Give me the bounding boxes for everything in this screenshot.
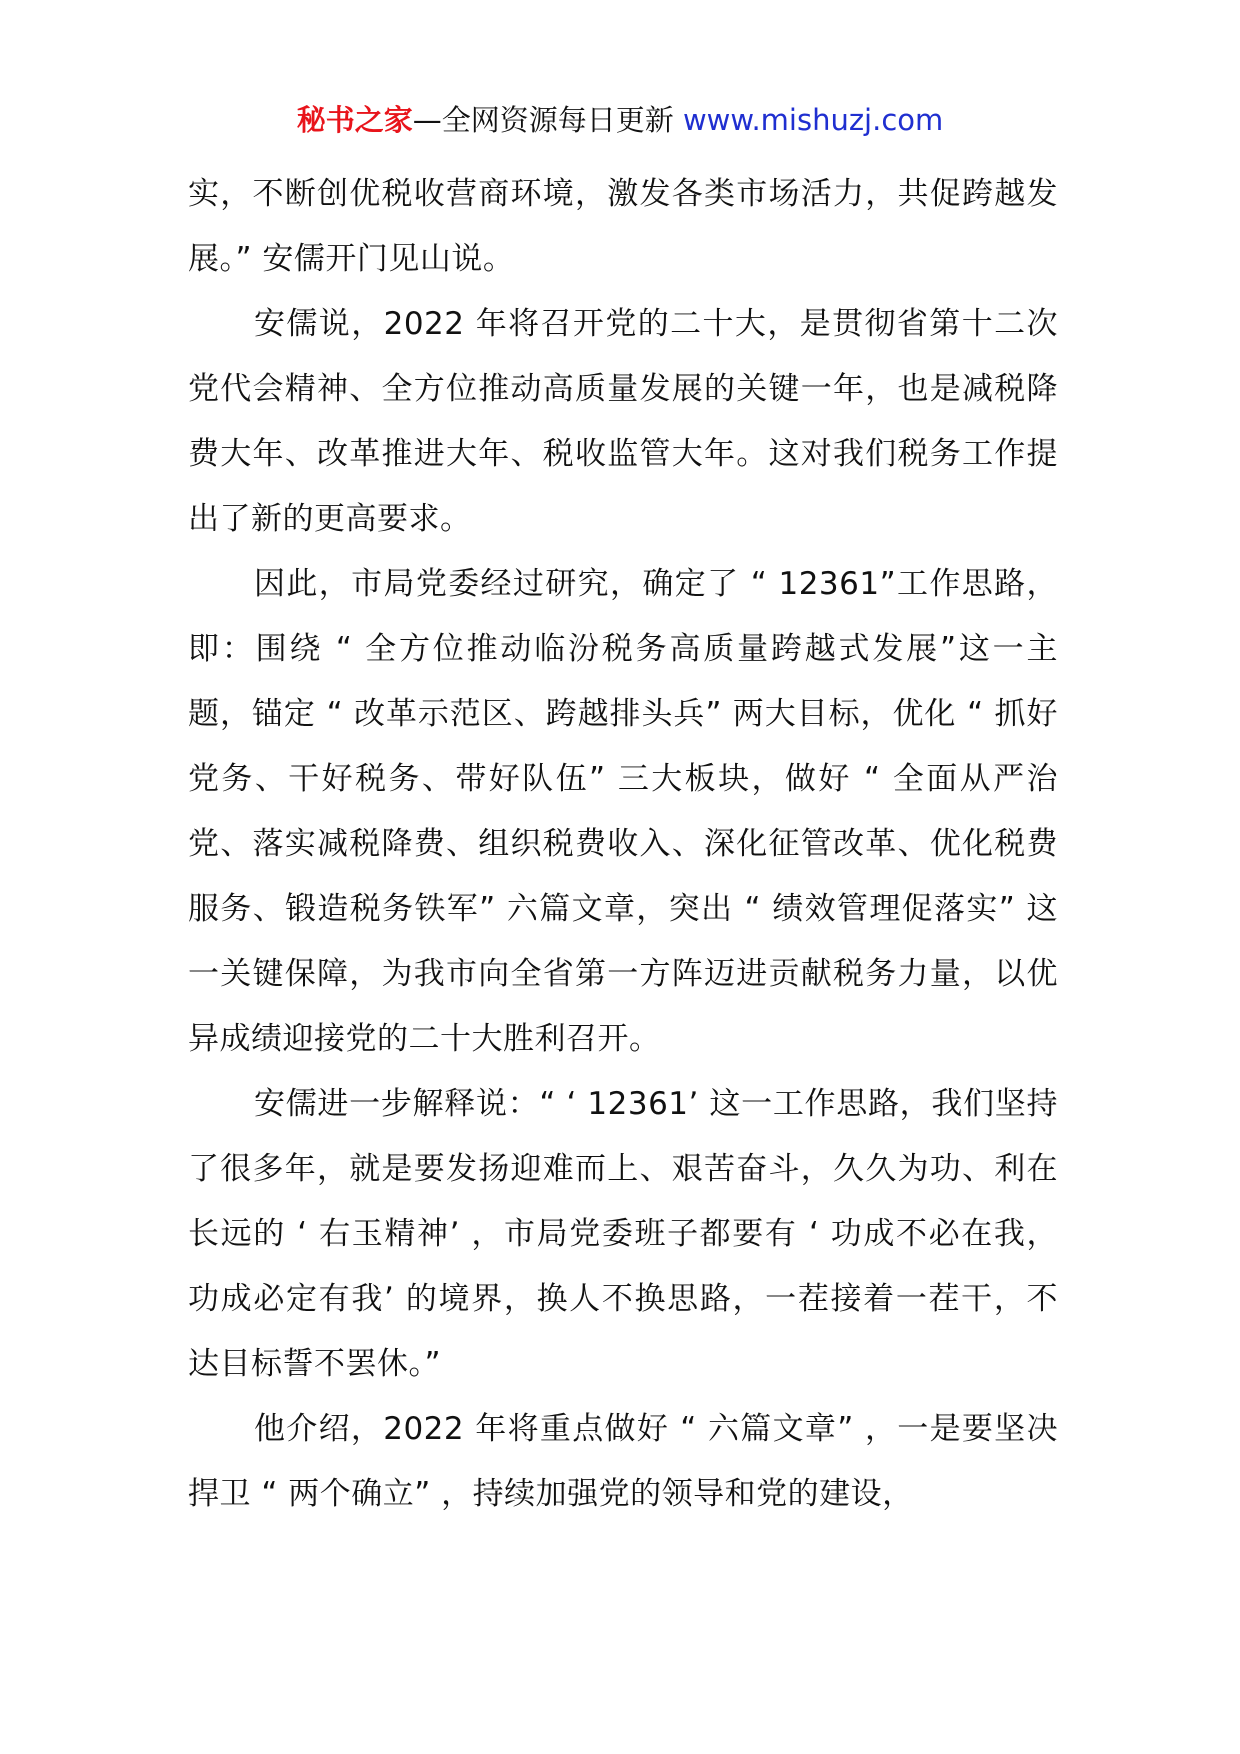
paragraph-3: 因此，市局党委经过研究，确定了 “ 12361”工作思路，即：围绕 “ 全方位推动临汾税务高质量跨越式发展”这一主题，锚定 “ 改革示范区、跨越排头兵” 两大目标，优化 “ 抓好党务、干好税务、带好队伍” 三大板块，做好 “ 全面从严治党、落实减税降费、组织税费收入、深化征管改革、优化税费服务、锻造税务铁军” 六篇文章，突出 “ 绩效管理促落实” 这一关键保障，为我市向全省第一方阵迈进贡献税务力量，以优异成绩迎接党的二十大胜利召开。: [188, 566, 1058, 1057]
paragraph-4: 安儒进一步解释说：“ ‘ 12361’ 这一工作思路，我们坚持了很多年，就是要发扬迎难而上、艰苦奋斗，久久为功、利在长远的 ‘ 右玉精神’ ，市局党委班子都要有 ‘ 功成不必在我，功成必定有我’ 的境界，换人不换思路，一茬接着一茬干，不达目标誓不罢休。”: [188, 1086, 1058, 1382]
site-url-link[interactable]: www.mishuzj.com: [682, 103, 944, 137]
brand-name: 秘书之家: [296, 103, 413, 137]
header-slogan: —全网资源每日更新: [412, 103, 674, 137]
document-body: [188, 162, 1058, 1527]
paragraph-1: 实，不断创优税收营商环境，激发各类市场活力，共促跨越发展。” 安儒开门见山说。: [188, 176, 1058, 277]
paragraph-5: 他介绍，2022 年将重点做好 “ 六篇文章” ，一是要坚决捍卫 “ 两个确立” ，持续加强党的领导和党的建设，: [188, 1411, 1058, 1512]
page-header: [0, 100, 1240, 140]
paragraph-2: 安儒说，2022 年将召开党的二十大，是贯彻省第十二次党代会精神、全方位推动高质量发展的关键一年，也是减税降费大年、改革推进大年、税收监管大年。这对我们税务工作提出了新的更高要求。: [188, 306, 1058, 537]
